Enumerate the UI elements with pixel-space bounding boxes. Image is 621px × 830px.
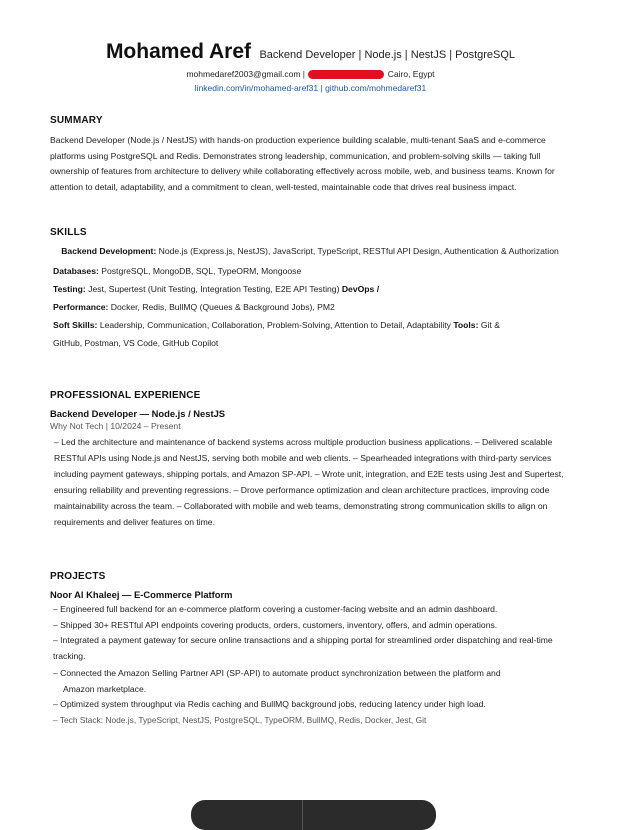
skill-tools-continued (53, 336, 570, 351)
linkedin-link[interactable]: linkedin.com/in/mohamed-aref31 (194, 83, 319, 93)
skill-soft-value: Leadership, Communication, Collaboration, Problem-Solving, Attention to Detail, Adaptability (99, 319, 451, 330)
skill-databases-label: Databases: (53, 265, 99, 276)
job-meta: Why Not Tech | 10/2024 – Present (50, 421, 181, 431)
skills-section (50, 227, 570, 354)
skill-tools-value-1: Git & (480, 319, 500, 330)
skill-testing-value: Jest, Supertest (Unit Testing, Integration Testing, E2E API Testing) (88, 283, 340, 294)
links-line (0, 82, 621, 94)
experience-title: PROFESSIONAL EXPERIENCE (50, 390, 201, 401)
summary-text: Backend Developer (Node.js / NestJS) with hands-on production experience building scalable, multi-tenant SaaS and e-commerce platforms using PostgreSQL and Redis. Demonstrates strong leadership, communication, and problem-solving skills — taking full ownership of features from architecture to delivery while collaborating effectively across mobile, web, and business teams. Known for attention to detail, adaptability, and a commitment to clean, well-tested, maintainable code that drives real business impact. (50, 135, 555, 193)
skill-performance (53, 300, 570, 315)
skill-performance-label: Performance: (53, 301, 109, 312)
headline: Backend Developer | Node.js | NestJS | PostgreSQL (259, 49, 516, 61)
github-link[interactable]: github.com/mohmedaref31 (325, 83, 427, 93)
summary-section (50, 115, 570, 196)
skill-devops-label: DevOps / (341, 283, 380, 294)
skill-soft-label: Soft Skills: (53, 319, 98, 330)
project-bullet: – Connected the Amazon Selling Partner API (SP-API) to automate product synchronization between the platform and (53, 668, 501, 678)
skill-performance-value: Docker, Redis, BullMQ (Queues & Background Jobs), PM2 (110, 301, 335, 312)
skill-testing (53, 282, 570, 297)
skill-testing-label: Testing: (53, 283, 86, 294)
project-title: Noor Al Khaleej — E-Commerce Platform (50, 589, 233, 600)
toolbar-divider (302, 800, 303, 830)
skill-backend-label: Backend Development: (61, 246, 157, 256)
skill-backend-value: Node.js (Express.js, NestJS), JavaScript, TypeScript, RESTful API Design, Authentication & Authorization (158, 246, 559, 256)
job-description: – Led the architecture and maintenance of backend systems across multiple production business applications. – Delivered scalable RESTful APIs using Node.js and NestJS, serving both mobile and web clients. – Spearheaded integrations with third-party services including payment gateways, shipping portals, and Amazon SP-API. – Wrote unit, integration, and E2E tests using Jest and Supertest, ensuring reliability and preventing regressions. – Drove performance optimization and clean architecture practices, improving code maintainability across the team. – Collaborated with mobile and web teams, demonstrating strong communication skills to align on requirements and deliver features on time. (54, 437, 564, 527)
project-bullet: – Optimized system throughput via Redis caching and BullMQ background jobs, reducing latency under high load. (53, 699, 486, 709)
project-bullets (50, 602, 570, 728)
project-bullet: – Shipped 30+ RESTful API endpoints covering products, orders, customers, inventory, offers, and admin operations. (53, 619, 498, 630)
skill-tools-label: Tools: (453, 319, 479, 330)
project-bullet: – Engineered full backend for an e-commerce platform covering a customer-facing website and an admin dashboard. (53, 604, 498, 614)
experience-section (50, 390, 570, 530)
projects-title: PROJECTS (50, 571, 106, 582)
viewer-toolbar[interactable] (191, 800, 436, 830)
skill-soft (53, 318, 570, 333)
contact-line (0, 68, 621, 80)
projects-section (50, 571, 570, 728)
resume-header (0, 40, 621, 94)
project-bullet: – Integrated a payment gateway for secure online transactions and a shipping portal for streamlined order dispatching and real-time tracking. (53, 635, 553, 661)
skill-backend (50, 245, 570, 259)
summary-title: SUMMARY (50, 115, 103, 126)
location: Cairo, Egypt (387, 69, 435, 79)
name-line (0, 40, 621, 67)
skill-tools-value-2: GitHub, Postman, VS Code, GitHub Copilot (53, 337, 219, 348)
email: mohmedaref2003@gmail.com | (186, 69, 306, 79)
skill-databases-value: PostgreSQL, MongoDB, SQL, TypeORM, Mongoose (101, 265, 302, 276)
candidate-name: Mohamed Aref (105, 40, 252, 63)
redaction-mark (308, 70, 384, 79)
link-separator: | (320, 83, 323, 93)
skill-databases (53, 264, 570, 279)
project-bullet-continued: Amazon marketplace. (63, 683, 147, 694)
job-role: Backend Developer — Node.js / NestJS (50, 408, 226, 419)
skills-title: SKILLS (50, 227, 87, 238)
tech-stack: – Tech Stack: Node.js, TypeScript, NestJS, PostgreSQL, TypeORM, BullMQ, Redis, Docker, Jest, Git (53, 714, 427, 725)
